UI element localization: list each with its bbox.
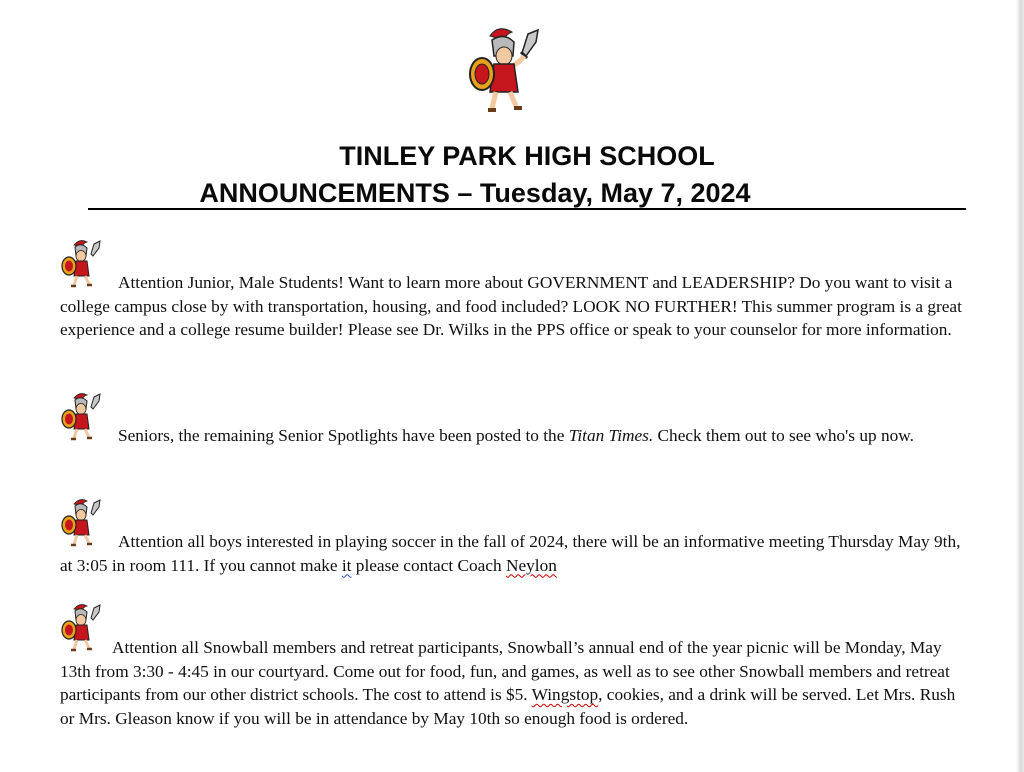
- spelling-flag: Neylon: [506, 555, 557, 575]
- announcement-text: , cookies, and a drink will be served. Let Mrs. Rush or Mrs. Gleason know if you will be in attendance by May 10th so enough food is ordered.: [60, 685, 956, 728]
- announcement-senior-spotlights: [60, 424, 972, 448]
- window-edge: [1016, 0, 1024, 772]
- announcement-text: Check them out to see who's up now.: [653, 426, 914, 445]
- spelling-flag: Wingstop: [531, 685, 599, 705]
- title-underline: [88, 208, 966, 210]
- announcement-text: Attention Junior, Male Students! Want to learn more about GOVERNMENT and LEADERSHIP? Do you want to visit a college campus close by with transportation, housing, and food included? LOOK NO FURTHER! This summer program is a great experience and a college resume builder! Please see Dr. Wilks in the PPS office or speak to your counselor for more information.: [60, 273, 962, 340]
- titan-mascot-icon: [466, 26, 542, 116]
- title-line-school: TINLEY PARK HIGH SCHOOL: [339, 141, 715, 171]
- title-line-date: ANNOUNCEMENTS – Tuesday, May 7, 2024: [199, 178, 751, 208]
- announcement-government-program: [60, 271, 972, 342]
- grammar-flag: it: [341, 555, 352, 575]
- page-title: [88, 138, 966, 212]
- announcement-text: Seniors, the remaining Senior Spotlights have been posted to the: [118, 426, 569, 445]
- announcement-text: Attention all Snowball members and retreat participants, Snowball’s annual end of the year picnic will be Monday, May 13th from 3:30 - 4:45 in our courtyard. Come out for food, fun, and games, as well as to see other Snowball members and retreat participants from our other district schools. The cost to attend is $5.: [60, 638, 950, 705]
- announcement-text: please contact Coach: [351, 555, 506, 575]
- announcement-snowball-picnic: [60, 636, 972, 730]
- announcement-text: Attention all boys interested in playing soccer in the fall of 2024, there will be an informative meeting Thursday May 9th, at 3:05 in room 111. If you cannot make: [60, 532, 961, 575]
- publication-name: Titan Times.: [568, 426, 654, 445]
- announcement-soccer-meeting: [60, 530, 972, 577]
